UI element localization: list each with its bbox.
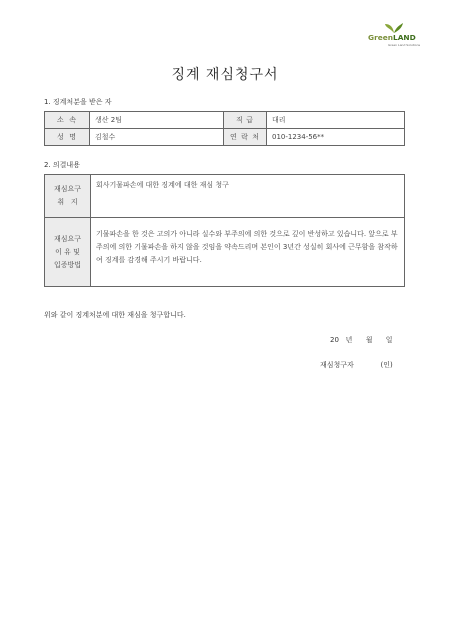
reason-label: 재심요구 이 유 및 입증방법 xyxy=(45,218,91,287)
contact-label: 연 락 처 xyxy=(224,129,267,146)
logo-subtitle: Green Land Solutions xyxy=(388,43,421,47)
section2-heading: 2. 의결내용 xyxy=(44,161,80,169)
name-label: 성 명 xyxy=(45,129,90,146)
name-value: 김철수 xyxy=(90,129,224,146)
table-row xyxy=(45,175,405,218)
reason-text: 기물파손을 한 것은 고의가 아니라 실수와 부주의에 의한 것으로 깊이 반성하고 있습니다. 앞으로 부주의에 의한 기물파손을 하지 않을 것임을 약속드리며 본인이 3년간 성실히 회사에 근무함을 참작하여 징계를 감경해 주시기 바랍니다. xyxy=(91,218,405,287)
purpose-label: 재심요구 취 지 xyxy=(45,175,91,218)
date-line: 20 년 월 일 xyxy=(330,336,393,344)
recipient-info-table xyxy=(44,111,405,146)
table-row xyxy=(45,129,405,146)
section1-heading: 1. 징계처분을 받은 자 xyxy=(44,98,112,106)
table-row xyxy=(45,112,405,129)
logo-text: GreenLAND xyxy=(368,33,416,42)
purpose-text: 회사기물파손에 대한 징계에 대한 재심 청구 xyxy=(91,175,405,218)
contact-value: 010-1234-56** xyxy=(267,129,405,146)
table-row xyxy=(45,218,405,287)
decision-table xyxy=(44,174,405,287)
affiliation-value: 생산 2팀 xyxy=(90,112,224,129)
company-logo xyxy=(368,22,421,50)
affiliation-label: 소 속 xyxy=(45,112,90,129)
rank-value: 대리 xyxy=(267,112,405,129)
document-title: 징계 재심청구서 xyxy=(171,67,279,83)
rank-label: 직 급 xyxy=(224,112,267,129)
closing-statement: 위와 같이 징계처분에 대한 재심을 청구합니다. xyxy=(44,311,186,319)
signer-line: 재심청구자 (인) xyxy=(320,361,393,369)
